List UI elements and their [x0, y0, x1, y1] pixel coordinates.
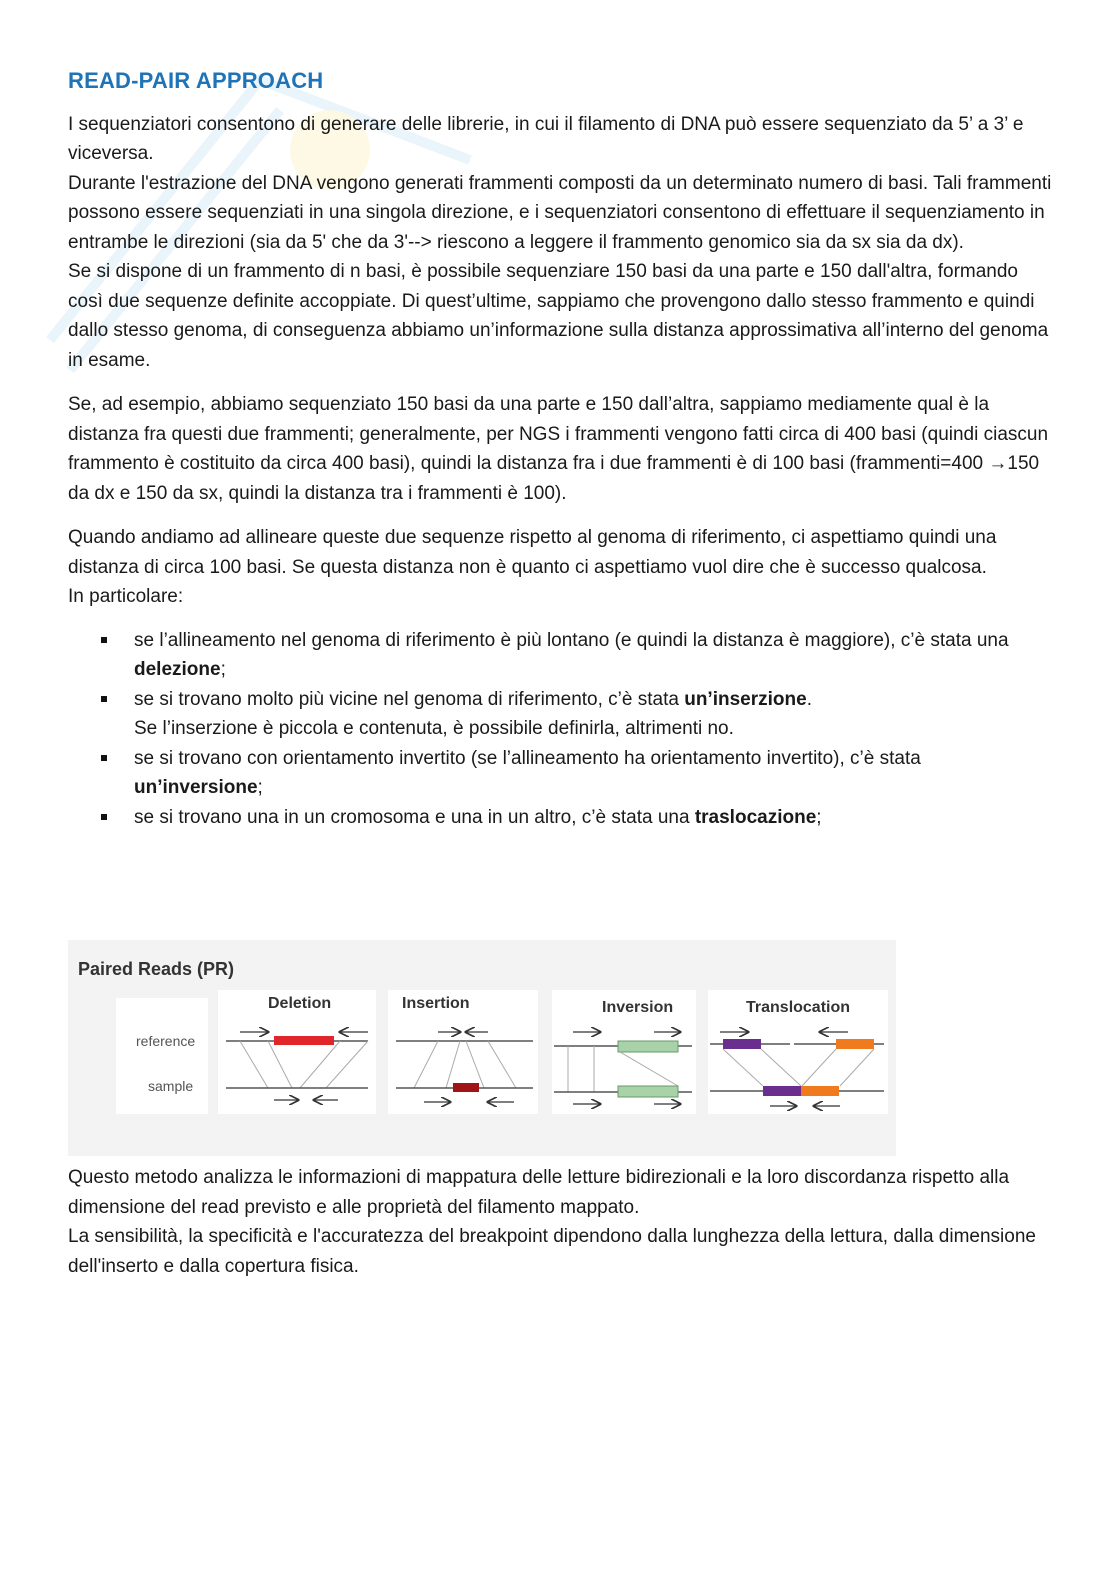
- main-text: [68, 66, 1053, 832]
- closing-text: [68, 1163, 1053, 1281]
- paragraph: Se si dispone di un frammento di n basi, è possibile sequenziare 150 basi da una parte e 150 dall'altra, formando così due sequenze definite accoppiate. Di quest’ultime, sappiamo che provengono dallo stesso frammento e quindi dallo stesso genoma, di conseguenza abbiamo un’informazione sulla distanza approssimativa all’interno del genoma in esame.: [68, 261, 1049, 371]
- bullet-translocation: [68, 803, 1053, 833]
- insertion-panel: [388, 990, 538, 1114]
- paragraph: Questo metodo analizza le informazioni di mappatura delle letture bidirezionali e la loro discordanza rispetto alla dimensione del read previsto e alle proprietà del filamento mappato.: [68, 1167, 1010, 1218]
- bullet-punct: ;: [220, 659, 226, 680]
- paragraph: Se, ad esempio, abbiamo sequenziato 150 basi da una parte e 150 dall’altra, sappiamo mediamente qual è la distanza fra questi due frammenti; generalmente, per NGS i frammenti vengono fatti circa di 400 basi (quindi ciascun frammento è costituito da circa 400 basi), quindi la distanza fra i due frammenti è di 100 basi (frammenti=400 →150 da dx e 150 da sx, quindi la distanza tra i frammenti è 100).: [68, 394, 1049, 504]
- bullet-punct: ;: [257, 777, 263, 798]
- paired-reads-figure: [68, 940, 896, 1156]
- label-panel: [116, 998, 208, 1114]
- bullet-punct: ;: [816, 806, 822, 828]
- bullet-text: se l’allineamento nel genoma di riferimento è più lontano (e quindi la distanza è maggiore), c’è stata una: [134, 629, 1009, 651]
- bullet-keyword: un’inversione: [134, 777, 258, 798]
- translocation-panel: [708, 990, 888, 1114]
- deletion-segment: [274, 1036, 334, 1045]
- label-reference: reference: [136, 1033, 196, 1049]
- panel-title-translocation: Translocation: [746, 999, 851, 1016]
- panel-title-deletion: Deletion: [268, 995, 332, 1012]
- bullet-text-line2: Se l’inserzione è piccola e contenuta, è possibile definirla, altrimenti no.: [134, 718, 734, 739]
- bullet-keyword: traslocazione: [694, 806, 817, 828]
- label-sample: sample: [148, 1078, 194, 1094]
- translocation-segment-a-sample: [763, 1086, 801, 1096]
- bullet-insertion: [68, 685, 1053, 744]
- paragraph: Quando andiamo ad allineare queste due sequenze rispetto al genoma di riferimento, ci aspettiamo quindi una distanza di circa 100 basi. Se questa distanza non è quanto ci aspettiamo vuol dire che è successo qualcosa.: [68, 527, 997, 578]
- bullet-keyword: delezione: [134, 659, 221, 680]
- deletion-panel: [218, 990, 376, 1114]
- translocation-segment-b-sample: [801, 1086, 839, 1096]
- inversion-segment-ref: [618, 1041, 678, 1052]
- translocation-segment-b-ref: [836, 1039, 874, 1049]
- bullet-keyword: un’inserzione: [684, 688, 807, 710]
- insertion-segment: [453, 1083, 479, 1092]
- inversion-panel: [552, 990, 696, 1114]
- figure-title: Paired Reads (PR): [78, 959, 235, 979]
- translocation-segment-a-ref: [723, 1039, 761, 1049]
- inversion-segment-sample: [618, 1086, 678, 1097]
- paragraph: I sequenziatori consentono di generare delle librerie, in cui il filamento di DNA può essere sequenziato da 5’ a 3’ e viceversa.: [68, 113, 1024, 164]
- paragraph: La sensibilità, la specificità e l'accuratezza del breakpoint dipendono dalla lunghezza della lettura, dalla dimensione dell'inserto e dalla copertura fisica.: [68, 1226, 1036, 1277]
- panel-title-inversion: Inversion: [602, 999, 674, 1016]
- bullet-text: se si trovano una in un cromosoma e una in un altro, c’è stata una: [134, 806, 695, 828]
- panel-title-insertion: Insertion: [402, 995, 470, 1012]
- bullet-text: se si trovano con orientamento invertito (se l’allineamento ha orientamento invertito), c’è stata: [134, 747, 921, 769]
- paragraph: In particolare:: [68, 586, 184, 607]
- bullet-list: [68, 626, 1053, 833]
- bullet-punct: .: [806, 688, 812, 710]
- bullet-deletion: [68, 626, 1053, 685]
- bullet-inversion: [68, 744, 1053, 803]
- page-title: READ-PAIR APPROACH: [68, 68, 324, 93]
- bullet-text: se si trovano molto più vicine nel genoma di riferimento, c’è stata: [134, 688, 685, 710]
- paragraph: Durante l'estrazione del DNA vengono generati frammenti composti da un determinato numero di basi. Tali frammenti possono essere sequenziati in una singola direzione, e i sequenziatori consentono di effettuare il sequenziamento in entrambe le direzioni (sia da 5' che da 3'--> riescono a leggere il frammento genomico sia da sx sia da dx).: [68, 172, 1052, 253]
